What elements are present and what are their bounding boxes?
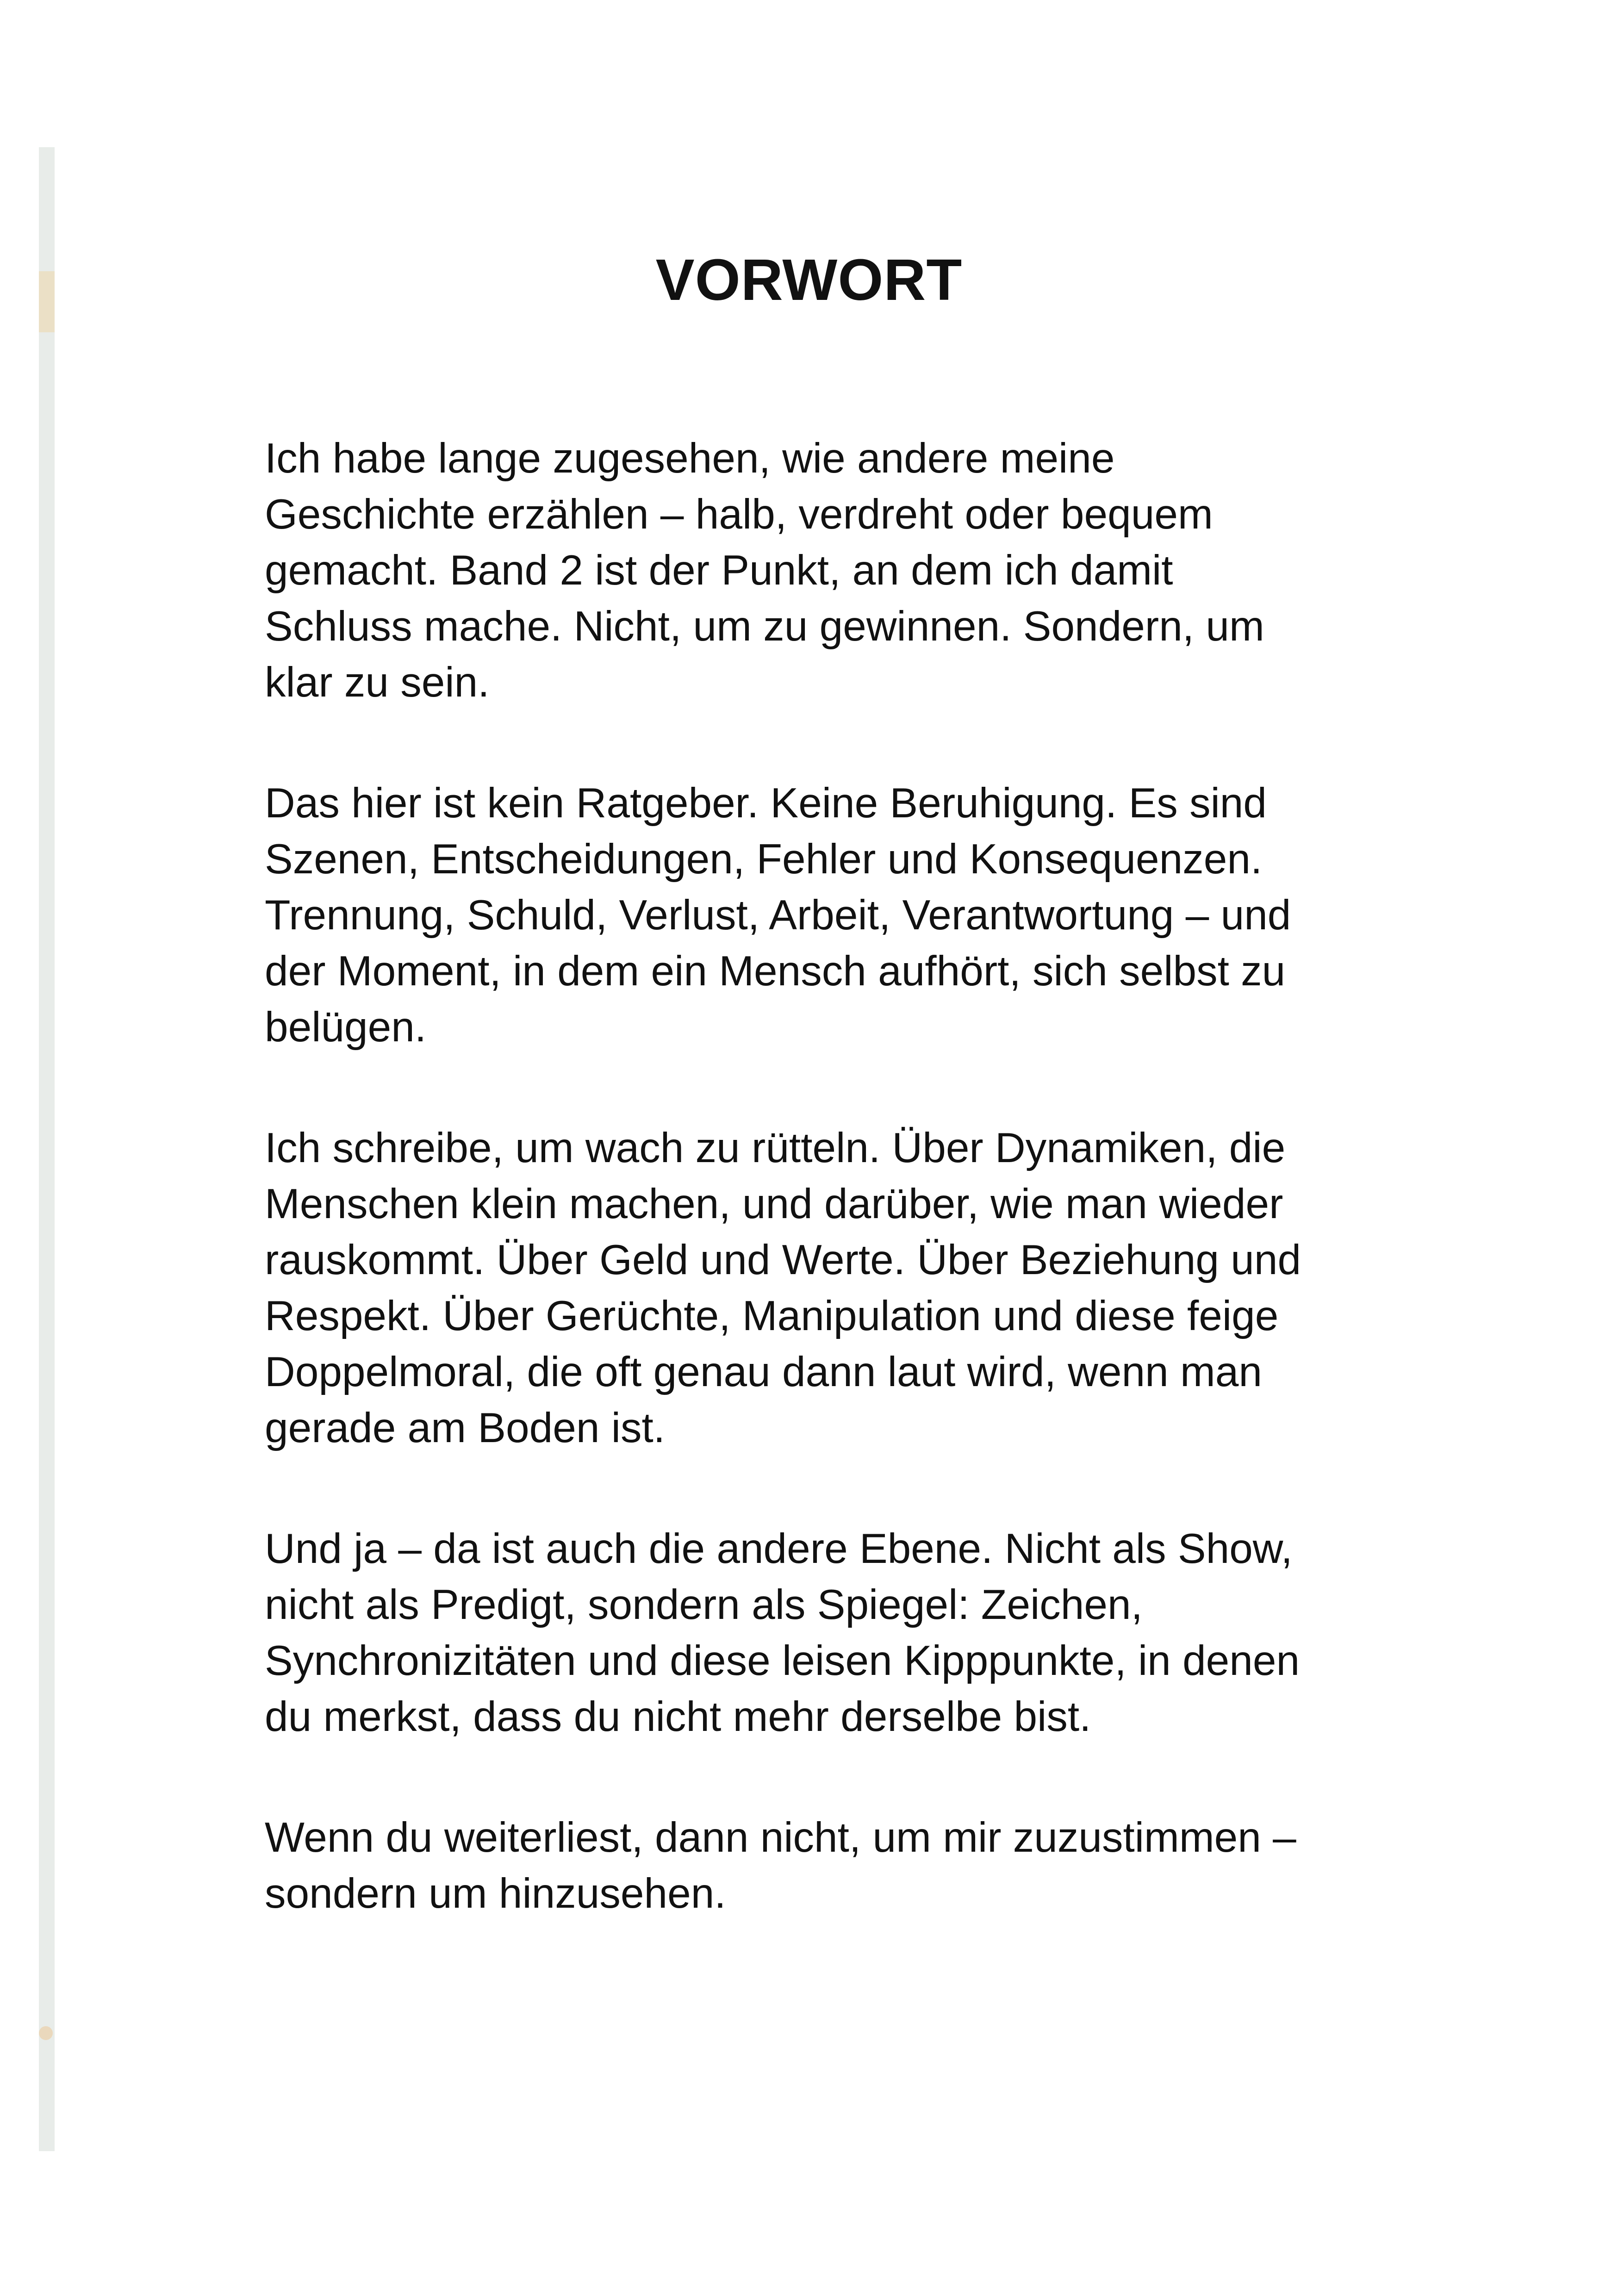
paragraph-2: Das hier ist kein Ratgeber. Keine Beruhigung. Es sind Szenen, Entscheidungen, Fehler und Konsequenzen. Trennung, Schuld, Verlust, Arbeit, Verantwortung – und der Moment, in dem ein Mensch aufhört, sich selbst zu belügen. <box>265 780 1291 1051</box>
paragraph-5: Wenn du weiterliest, dann nicht, um mir zuzustimmen – sondern um hinzusehen. <box>265 1814 1296 1917</box>
paragraph-1: Ich habe lange zugesehen, wie andere meine Geschichte erzählen – halb, verdreht oder bequem gemacht. Band 2 ist der Punkt, an dem ich damit Schluss mache. Nicht, um zu gewinnen. Sondern, um klar zu sein. <box>265 435 1264 706</box>
page-edge-strip <box>39 147 55 2151</box>
paragraph-4: Und ja – da ist auch die andere Ebene. Nicht als Show, nicht als Predigt, sondern als Spiegel: Zeichen, Synchronizitäten und diese leisen Kipppunkte, in denen du merkst, dass du nicht mehr derselbe bist. <box>265 1525 1300 1740</box>
paragraph-3: Ich schreibe, um wach zu rütteln. Über Dynamiken, die Menschen klein machen, und darüber, wie man wieder rauskommt. Über Geld und Werte. Über Beziehung und Respekt. Über Gerüchte, Manipulation und diese feige Doppelmoral, die oft genau dann laut wird, wenn man gerade am Boden ist. <box>265 1125 1301 1451</box>
body-text <box>265 430 1375 1986</box>
page-edge-dot <box>39 2026 53 2040</box>
page-title: VORWORT <box>655 247 963 312</box>
